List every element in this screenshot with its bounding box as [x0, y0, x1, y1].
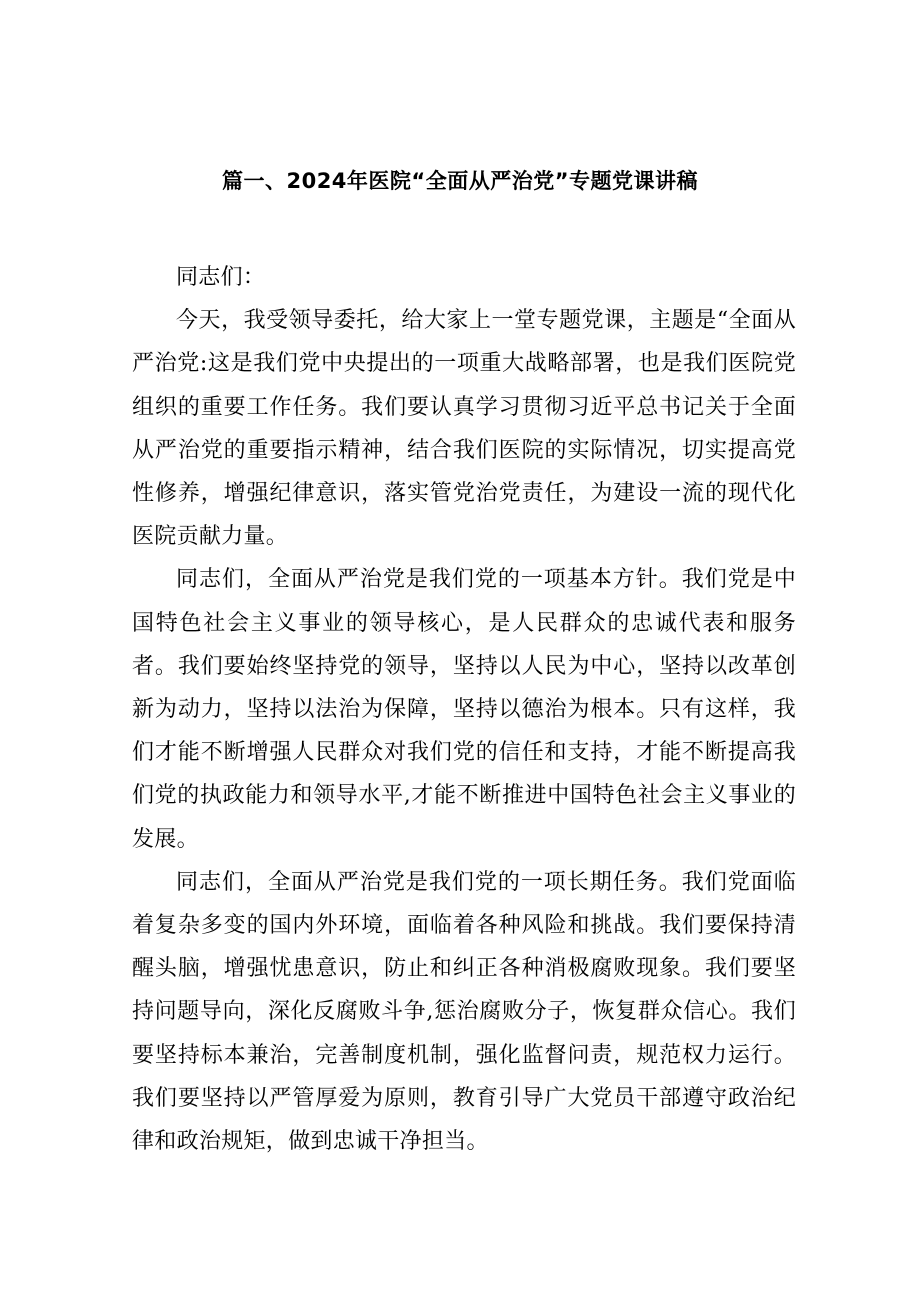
salutation-paragraph: 同志们： [176, 265, 266, 290]
document-title: 篇一、2024年医院“全面从严治党”专题党课讲稿 [221, 169, 699, 193]
document-body [132, 256, 796, 1163]
body-paragraph: 今天，我受领导委托，给大家上一堂专题党课，主题是“全面从严治党:这是我们党中央提出的一项重大战略部署，也是我们医院党组织的重要工作任务。我们要认真学习贯彻习近平总书记关于全面从严治党的重要指示精神，结合我们医院的实际情况，切实提高党性修养，增强纪律意识，落实管党治党责任，为建设一流的现代化医院贡献力量。 [132, 308, 796, 550]
body-paragraph: 同志们，全面从严治党是我们党的一项长期任务。我们党面临着复杂多变的国内外环境，面临着各种风险和挑战。我们要保持清醒头脑，增强忧患意识，防止和纠正各种消极腐败现象。我们要坚持问题导向，深化反腐败斗争,惩治腐败分子，恢复群众信心。我们要坚持标本兼治，完善制度机制，强化监督问责，规范权力运行。我们要坚持以严管厚爱为原则，教育引导广大党员干部遵守政治纪律和政治规矩，做到忠诚干净担当。 [132, 869, 796, 1155]
body-paragraph: 同志们，全面从严治党是我们党的一项基本方针。我们党是中国特色社会主义事业的领导核心，是人民群众的忠诚代表和服务者。我们要始终坚持党的领导，坚持以人民为中心，坚持以改革创新为动力，坚持以法治为保障，坚持以德治为根本。只有这样，我们才能不断增强人民群众对我们党的信任和支持，才能不断提高我们党的执政能力和领导水平,才能不断推进中国特色社会主义事业的发展。 [132, 567, 796, 852]
